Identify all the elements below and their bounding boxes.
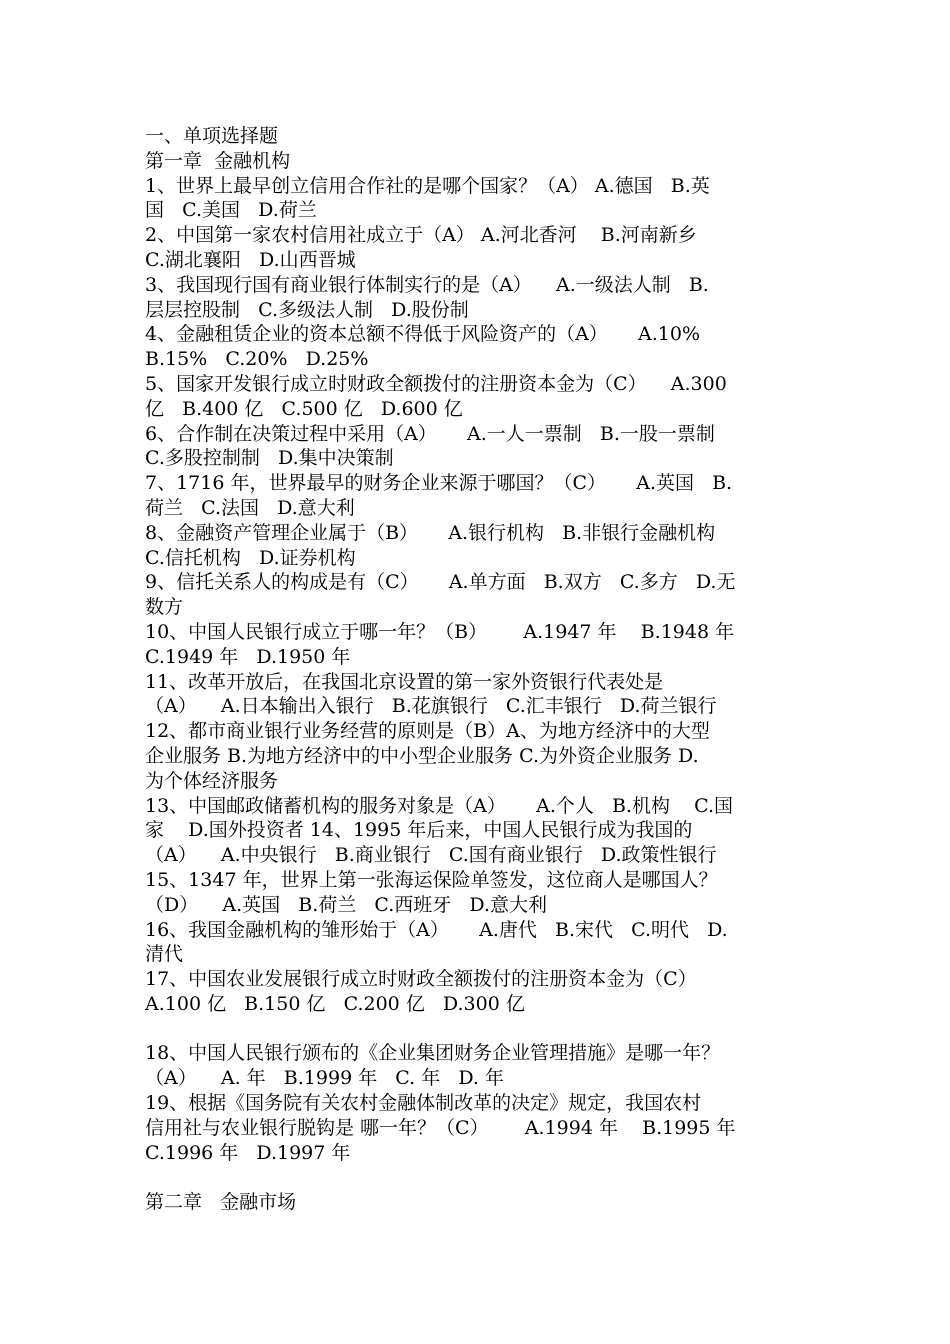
question-line: A.100 亿 B.150 亿 C.200 亿 D.300 亿 [145,992,525,1015]
question-line: 8、金融资产管理企业属于（B） A.银行机构 B.非银行金融机构 [145,521,716,544]
question-line: 4、金融租赁企业的资本总额不得低于风险资产的（A） A.10% [145,323,700,346]
question-line: 家 D.国外投资者 14、1995 年后来，中国人民银行成为我国的 [145,819,693,842]
question-line: 11、改革开放后，在我国北京设置的第一家外资银行代表处是 [145,670,664,693]
question-line: 数方 [145,596,184,619]
question-line: 6、合作制在决策过程中采用（A） A.一人一票制 B.一股一票制 [145,422,715,445]
section-title: 一、单项选择题 [145,125,279,147]
chapter-title: 第一章 金融机构 [145,149,291,172]
question-line: 为个体经济服务 [145,769,279,792]
question-list [145,174,808,1191]
chapter-title: 第二章 金融市场 [145,1191,297,1214]
question-line: 9、信托关系人的构成是有（C） A.单方面 B.双方 C.多方 D.无 [145,571,736,594]
question-line: 16、我国金融机构的雏形始于（A） A.唐代 B.宋代 C.明代 D. [145,918,728,941]
question-line: 17、中国农业发展银行成立时财政全额拨付的注册资本金为（C） [145,968,697,991]
question-line: （A） A.中央银行 B.商业银行 C.国有商业银行 D.政策性银行 [145,844,717,867]
question-line: 10、中国人民银行成立于哪一年？（B） A.1947 年 B.1948 年 [145,620,735,643]
question-line: 19、根据《国务院有关农村金融体制改革的决定》规定，我国农村 [145,1092,702,1115]
question-line: 3、我国现行国有商业银行体制实行的是（A） A.一级法人制 B. [145,273,709,296]
question-line: 信用社与农业银行脱钩是 哪一年？（C） A.1994 年 B.1995 年 [145,1116,736,1139]
question-line: 荷兰 C.法国 D.意大利 [145,496,355,519]
question-line: C.1996 年 D.1997 年 [145,1141,351,1164]
question-line: 5、国家开发银行成立时财政全额拨付的注册资本金为（C） A.300 [145,372,727,395]
question-line: 清代 [145,943,184,966]
question-line: 7、1716 年，世界最早的财务企业来源于哪国？（C） A.英国 B. [145,472,733,495]
question-line: 12、都市商业银行业务经营的原则是（B）A、为地方经济中的大型 [145,720,710,743]
question-line: 13、中国邮政储蓄机构的服务对象是（A） A.个人 B.机构 C.国 [145,794,734,817]
question-line: （A） A.日本输出入银行 B.花旗银行 C.汇丰银行 D.荷兰银行 [145,695,717,718]
question-line: 2、中国第一家农村信用社成立于（A） A.河北香河 B.河南新乡 [145,224,697,247]
blank-line [145,1165,808,1190]
question-line: C.1949 年 D.1950 年 [145,645,351,668]
question-line: 企业服务 B.为地方经济中的中小型企业服务 C.为外资企业服务 D. [145,744,699,767]
question-line: 亿 B.400 亿 C.500 亿 D.600 亿 [145,397,463,420]
question-line: C.多股控制制 D.集中决策制 [145,447,394,470]
question-line: 1、世界上最早创立信用合作社的是哪个国家？（A） A.德国 B.英 [145,174,710,197]
question-line: 18、中国人民银行颁布的《企业集团财务企业管理措施》是哪一年？ [145,1042,721,1065]
question-line: 国 C.美国 D.荷兰 [145,199,317,222]
question-line: （A） A. 年 B.1999 年 C. 年 D. 年 [145,1067,505,1090]
question-line: 层层控股制 C.多级法人制 D.股份制 [145,298,469,321]
question-line: B.15% C.20% D.25% [145,348,369,371]
document-body [145,124,808,1215]
question-line: C.湖北襄阳 D.山西晋城 [145,248,356,271]
question-line: （D） A.英国 B.荷兰 C.西班牙 D.意大利 [145,893,548,916]
question-line: 15、1347 年，世界上第一张海运保险单签发，这位商人是哪国人？ [145,868,718,891]
blank-line [145,1017,808,1042]
question-line: C.信托机构 D.证券机构 [145,546,356,569]
